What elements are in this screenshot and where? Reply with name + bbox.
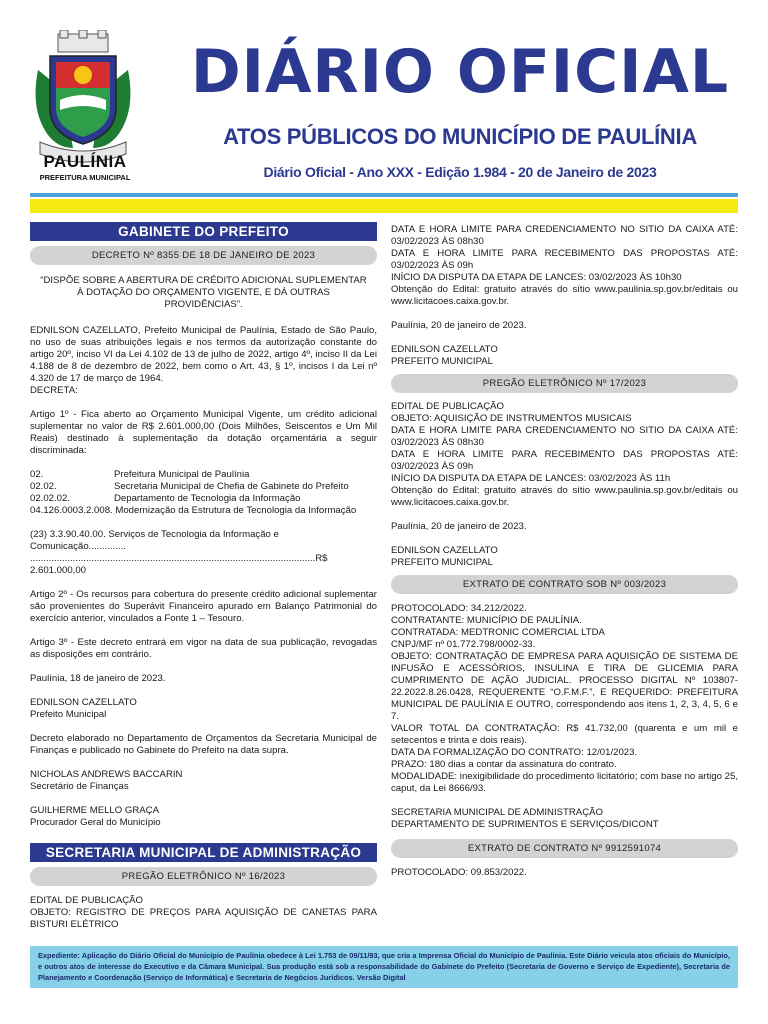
header-divider-blue xyxy=(30,193,738,197)
contract-contractor: CONTRATANTE: MUNICÍPIO DE PAULÍNIA. xyxy=(391,615,582,626)
edital-obtain: Obtenção do Edital: gratuito através do sítio www.paulinia.sp.gov.br/editais ou www.licitacoes.caixa.gov.br. xyxy=(391,485,738,508)
decreta-label: DECRETA: xyxy=(30,385,78,396)
code-row-full: 04.126.0003.2.008. Modernização da Estrutura de Tecnologia da Informação xyxy=(30,505,357,516)
city-name: PAULÍNIA xyxy=(43,152,127,171)
contract-formalization-date: DATA DA FORMALIZAÇÃO DO CONTRATO: 12/01/2023. xyxy=(391,747,638,758)
contract-modality: MODALIDADE: inexigibilidade do procedimento licitatório; com base no artigo 25, caput, da Lei 8666/93. xyxy=(391,771,738,794)
edital-label: EDITAL DE PUBLICAÇÃO xyxy=(391,401,505,412)
header-divider-yellow xyxy=(30,199,738,213)
contract-term: PRAZO: 180 dias a contar da assinatura do contrato. xyxy=(391,759,617,770)
page-title: DIÁRIO OFICIAL xyxy=(190,37,730,107)
pregao-16-pill: PREGÃO ELETRÔNICO Nº 16/2023 xyxy=(30,867,377,886)
section-heading-administracao: SECRETARIA MUNICIPAL DE ADMINISTRAÇÃO xyxy=(30,843,377,862)
extrato-9912591074-pill: EXTRATO DE CONTRATO Nº 9912591074 xyxy=(391,839,738,858)
signature-name: EDNILSON CAZELLATO xyxy=(391,344,498,355)
decree-elaborated-note: Decreto elaborado no Departamento de Orçamentos da Secretaria Municipal de Finanças e publicado no Gabinete do Prefeito na data supra. xyxy=(30,733,377,756)
right-column xyxy=(391,224,738,879)
bidding-start: INÍCIO DA DISPUTA DA ETAPA DE LANCES: 03/02/2023 ÀS 10h30 xyxy=(391,272,682,283)
pregao-16-object: OBJETO: REGISTRO DE PREÇOS PARA AQUISIÇÃO DE CANETAS PARA BISTURI ELÉTRICO xyxy=(30,907,377,930)
signature-role: Prefeito Municipal xyxy=(30,709,107,720)
section-heading-gabinete: GABINETE DO PREFEITO xyxy=(30,222,377,241)
code-row: 02.02. Secretaria Municipal de Chefia de Gabinete do Prefeito xyxy=(30,481,349,492)
contract-contracted: CONTRATADA: MEDTRONIC COMERCIAL LTDA xyxy=(391,627,605,638)
extrato-003-pill: EXTRATO DE CONTRATO SOB Nº 003/2023 xyxy=(391,575,738,594)
bidding-start: INÍCIO DA DISPUTA DA ETAPA DE LANCES: 03/02/2023 ÀS 11h xyxy=(391,473,671,484)
edital-label: EDITAL DE PUBLICAÇÃO xyxy=(30,895,144,906)
signature-name: EDNILSON CAZELLATO xyxy=(30,697,137,708)
budget-item-amount: ...........................................................................................................R$ 2.601.000,00 xyxy=(30,553,328,576)
decree-intro: EDNILSON CAZELLATO, Prefeito Municipal de Paulínia, Estado de São Paulo, no uso de suas atribuições legais e nos termos da autorização constante do artigo 20º, inciso VI da Lei 4.102 de 13 de julho de 2022, artigo 4º, inciso II da Lei 4.188 de 8 de dezembro de 2022, bem como o Art. 43, § 1º, incisos I da Lei nº 4.320 de 17 de março de 1964. xyxy=(30,325,377,384)
footer-expediente: Expediente: Aplicação do Diário Oficial do Município de Paulínia obedece à Lei 1.753 de 09/11/93, que cria a Imprensa Oficial do Município de Paulínia. Este Diário veicula atos oficiais do Município, e outros atos de interesse do Executivo e da Câmara Municipal. Sua produção está sob a responsabilidade do Gabinete do Prefeito (Secretaria de Governo e Serviço de Expediente), Secretaria de Planejamento e Coordenação (Serviço de Informática) e Secretaria de Negócios Jurídicos. Versão Digital xyxy=(30,946,738,988)
signature-role: Secretário de Finanças xyxy=(30,781,129,792)
prefeitura-label: PREFEITURA MUNICIPAL xyxy=(39,173,131,182)
code-row: 02. Prefeitura Municipal de Paulínia xyxy=(30,469,250,480)
page-subtitle: ATOS PÚBLICOS DO MUNICÍPIO DE PAULÍNIA xyxy=(223,124,697,149)
left-column xyxy=(30,222,377,931)
article-1: Artigo 1º - Fica aberto ao Orçamento Municipal Vigente, um crédito adicional suplementar no valor de R$ 2.601.000,00 (Dois Milhões, Seiscentos e Um Mil Reais) destinado à suplementação da dotação orçamentária a seguir discriminada: xyxy=(30,409,377,456)
credenciamento-deadline: DATA E HORA LIMITE PARA CREDENCIAMENTO NO SITIO DA CAIXA ATÉ: 03/02/2023 ÀS 08h30 xyxy=(391,224,738,247)
contract-value: VALOR TOTAL DA CONTRATAÇÃO: R$ 41.732,00 (quarenta e um mil e setecentos e trinta e dois reais). xyxy=(391,723,738,746)
contract-protocol: PROTOCOLADO: 34.212/2022. xyxy=(391,603,527,614)
article-2: Artigo 2º - Os recursos para cobertura do presente crédito adicional suplementar são provenientes do Superávit Financeiro apurado em Balanço Patrimonial do exercício anterior, vinculados a Fonte 1 – Tesouro. xyxy=(30,589,377,624)
decree-date: Paulínia, 18 de janeiro de 2023. xyxy=(30,673,166,684)
pregao-17-pill: PREGÃO ELETRÔNICO Nº 17/2023 xyxy=(391,374,738,393)
proposals-deadline: DATA E HORA LIMITE PARA RECEBIMENTO DAS PROPOSTAS ATÉ: 03/02/2023 ÀS 09h xyxy=(391,248,738,271)
signature-role: PREFEITO MUNICIPAL xyxy=(391,557,493,568)
masthead xyxy=(0,0,768,190)
article-3: Artigo 3º - Este decreto entrará em vigor na data de sua publicação, revogadas as disposições em contrário. xyxy=(30,637,377,660)
contract-cnpj: CNPJ/MF nº 01.772.798/0002-33. xyxy=(391,639,536,650)
pregao-17-object: OBJETO: AQUISIÇÃO DE INSTRUMENTOS MUSICAIS xyxy=(391,413,632,424)
edition-line: Diário Oficial - Ano XXX - Edição 1.984 - 20 de Janeiro de 2023 xyxy=(263,164,657,180)
signature-name: GUILHERME MELLO GRAÇA xyxy=(30,805,160,816)
signature-role: Procurador Geral do Município xyxy=(30,817,161,828)
contract-protocol: PROTOCOLADO: 09.853/2022. xyxy=(391,867,527,878)
budget-item: (23) 3.3.90.40.00. Serviços de Tecnologia da Informação e Comunicação.............. xyxy=(30,529,279,552)
issuing-department: DEPARTAMENTO DE SUPRIMENTOS E SERVIÇOS/DICONT xyxy=(391,819,659,830)
edital-obtain: Obtenção do Edital: gratuito através do sítio www.paulinia.sp.gov.br/editais ou www.licitacoes.caixa.gov.br. xyxy=(391,284,738,307)
contract-object: OBJETO: CONTRATAÇÃO DE EMPRESA PARA AQUISIÇÃO DE SISTEMA DE INFUSÃO E ACESSÓRIOS, INSULINA E TIRA DE GLICEMIA PARA CUMPRIMENTO DE AÇÃO JUDICIAL. PROCESSO DIGITAL Nº 103807-22.2022.8.26.0428, REQUERENTE “O.F.M.F.”, E REQUERIDO: PREFEITURA MUNICIPAL DE PAULÍNIA E OUTRO, correspondendo aos itens 1, 2, 3, 4, 5, 6 e 7. xyxy=(391,651,738,722)
credenciamento-deadline: DATA E HORA LIMITE PARA CREDENCIAMENTO NO SITIO DA CAIXA ATÉ: 03/02/2023 ÀS 08h30 xyxy=(391,425,738,448)
proposals-deadline: DATA E HORA LIMITE PARA RECEBIMENTO DAS PROPOSTAS ATÉ: 03/02/2023 ÀS 09h xyxy=(391,449,738,472)
signature-name: EDNILSON CAZELLATO xyxy=(391,545,498,556)
notice-date: Paulínia, 20 de janeiro de 2023. xyxy=(391,521,527,532)
signature-role: PREFEITO MUNICIPAL xyxy=(391,356,493,367)
issuing-secretariat: SECRETARIA MUNICIPAL DE ADMINISTRAÇÃO xyxy=(391,807,603,818)
decree-summary: “DISPÕE SOBRE A ABERTURA DE CRÉDITO ADICIONAL SUPLEMENTAR À DOTAÇÃO DO ORÇAMENTO VIGENTE, E DÁ OUTRAS PROVIDÊNCIAS”. xyxy=(40,275,367,310)
signature-name: NICHOLAS ANDREWS BACCARIN xyxy=(30,769,183,780)
notice-date: Paulínia, 20 de janeiro de 2023. xyxy=(391,320,527,331)
decree-number-pill: DECRETO Nº 8355 DE 18 DE JANEIRO DE 2023 xyxy=(30,246,377,265)
code-row: 02.02.02. Departamento de Tecnologia da Informação xyxy=(30,493,301,504)
